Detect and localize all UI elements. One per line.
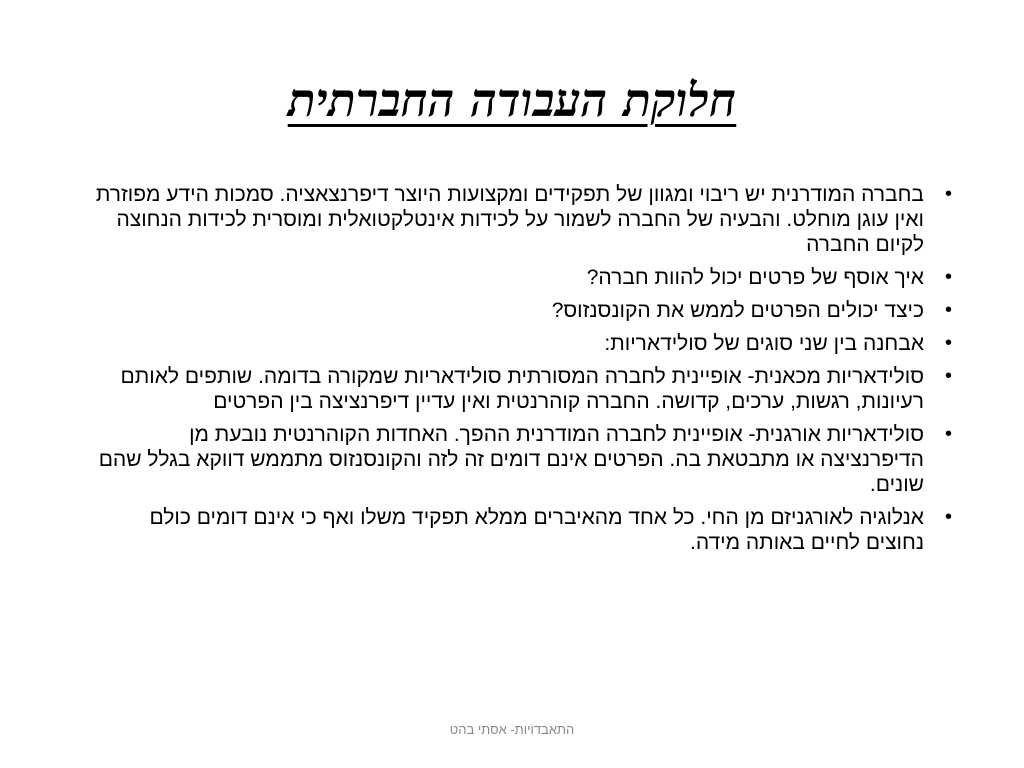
bullet-item (86, 505, 956, 555)
bullet-text: אנלוגיה לאורגניזם מן החי. כל אחד מהאיברים ממלא תפקיד משלו ואף כי אינם דומים כולם נחוצים לחיים באותה מידה. (149, 506, 924, 554)
bullet-text: כיצד יכולים הפרטים לממש את הקונסנזוס? (551, 299, 924, 322)
bullet-text: אבחנה בין שני סוגים של סולידאריות: (604, 332, 924, 355)
bullet-icon: • (944, 506, 952, 528)
bullet-item (86, 422, 956, 497)
bullet-icon: • (944, 266, 952, 288)
bullet-item (86, 331, 956, 356)
slide-title (0, 68, 1024, 132)
bullet-text: בחברה המודרנית יש ריבוי ומגוון של תפקידים ומקצועות היוצר דיפרנצאציה. סמכות הידע מפוזרת ואין עוגן מוחלט. והבעיה של החברה לשמור על לכידות אינטלקטואלית ומוסרית לכידות הנחוצה לקיום החברה (95, 183, 924, 256)
bullet-item (86, 182, 956, 257)
bullet-text: סולידאריות אורגנית- אופיינית לחברה המודרנית ההפך. האחדות הקוהרנטית נובעת מן הדיפרנציצה או מתבטאת בה. הפרטים אינם דומים זה לזה והקונסנזוס מתממש דווקא בגלל שהם שונים. (98, 423, 924, 496)
bullet-icon: • (944, 365, 952, 387)
bullet-list (86, 182, 956, 563)
bullet-icon: • (944, 332, 952, 354)
bullet-icon: • (944, 299, 952, 321)
bullet-icon: • (944, 423, 952, 445)
bullet-icon: • (944, 183, 952, 205)
bullet-item (86, 265, 956, 290)
slide-title-text: חלוקת העבודה החברתית (287, 73, 737, 127)
slide-footer: התאבדויות- אסתי בהט (449, 722, 575, 737)
bullet-item (86, 364, 956, 414)
bullet-text: איך אוסף של פרטים יכול להוות חברה? (586, 266, 924, 289)
bullet-text: סולידאריות מכאנית- אופיינית לחברה המסורתית סולידאריות שמקורה בדומה. שותפים לאותם רעיונות, רגשות, ערכים, קדושה. החברה קוהרנטית ואין עדיין דיפרנציצה בין הפרטים (120, 365, 924, 413)
bullet-item (86, 298, 956, 323)
